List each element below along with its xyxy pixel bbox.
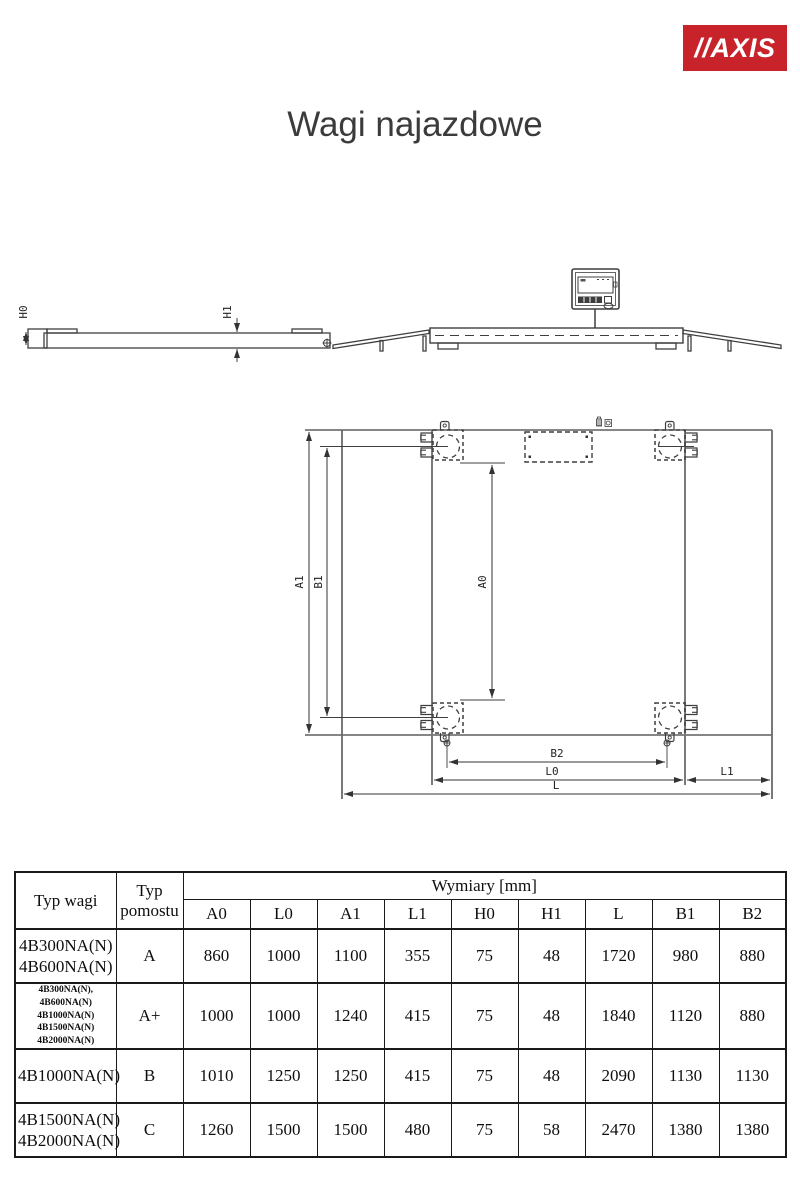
dimension-value-cell: 880 (719, 929, 786, 983)
extension-lines (320, 447, 667, 769)
page-title: Wagi najazdowe (287, 105, 543, 144)
axis-logo-text (694, 33, 775, 64)
top-view-drawing (293, 417, 772, 799)
load-cell-top-left (421, 422, 463, 461)
dimension-value-cell: 1000 (183, 983, 250, 1049)
dimension-value-cell: 1840 (585, 983, 652, 1049)
axis-logo (683, 25, 787, 71)
ramp-right (683, 330, 781, 349)
indicator-button (604, 303, 613, 308)
header-typ-wagi: Typ wagi (15, 872, 116, 929)
dim-header-cell: B2 (719, 900, 786, 930)
dimension-value-cell: 1000 (250, 983, 317, 1049)
load-cell-bottom-left (421, 703, 463, 742)
platform-foot-left (438, 343, 458, 349)
dim-header-cell: H1 (518, 900, 585, 930)
dimension-value-cell: 1100 (317, 929, 384, 983)
load-cell-top-right (655, 422, 697, 461)
dim-label-l0: L0 (545, 765, 559, 778)
dim-label-l1: L1 (720, 765, 734, 778)
scale-type-line: 4B2000NA(N) (37, 1036, 95, 1047)
dimension-value-cell: 1240 (317, 983, 384, 1049)
scale-type-cell (15, 983, 116, 1049)
load-cell-bottom-right (655, 703, 697, 742)
scale-type-line: 4B1000NA(N) (18, 1066, 120, 1086)
anchor-bolt-icon (444, 740, 671, 747)
junction-box (525, 432, 592, 462)
dimension-value-cell: 415 (384, 983, 451, 1049)
logo-brand-name: AXIS (710, 32, 776, 63)
dimension-value-cell: 1000 (250, 929, 317, 983)
dim-label-h0: H0 (17, 305, 30, 319)
dimension-value-cell: 48 (518, 983, 585, 1049)
dimension-value-cell: 1380 (719, 1103, 786, 1157)
scale-type-cell (15, 1103, 120, 1157)
scale-type-line: 4B300NA(N) (19, 935, 113, 955)
table-row (15, 983, 786, 1049)
dimension-value-cell: 75 (451, 1103, 518, 1157)
dimension-value-cell: 48 (518, 929, 585, 983)
scale-type-line: 4B1000NA(N) (37, 1010, 95, 1021)
scale-type-line: 4B2000NA(N) (18, 1131, 120, 1151)
dim-label-l: L (552, 779, 560, 792)
dimension-value-cell: 480 (384, 1103, 451, 1157)
dimensions-table (14, 871, 787, 1158)
dimensions-table-body (15, 929, 786, 1157)
dim-header-cell: A1 (317, 900, 384, 930)
dim-header-cell: H0 (451, 900, 518, 930)
dimension-value-cell: 2090 (585, 1049, 652, 1103)
ramp-left (333, 330, 429, 349)
dimension-value-cell: 75 (451, 929, 518, 983)
dim-label-b1: B1 (312, 575, 325, 589)
header-typ-pomostu: Typ pomostu (116, 872, 183, 929)
dim-header-cell: B1 (652, 900, 719, 930)
dimension-value-cell: 75 (451, 983, 518, 1049)
cable-gland-icon (597, 417, 612, 427)
dim-header-cell: L (585, 900, 652, 930)
table-row (15, 929, 786, 983)
mount-tab-icon (441, 422, 450, 431)
header-wymiary: Wymiary [mm] (183, 872, 786, 900)
dim-header-cell: L0 (250, 900, 317, 930)
platform-type-cell: A (116, 929, 183, 983)
dim-header-cell: L1 (384, 900, 451, 930)
dimension-value-cell: 1380 (652, 1103, 719, 1157)
table-row (15, 1049, 786, 1103)
dimension-value-cell: 1720 (585, 929, 652, 983)
dimension-value-cell: 1500 (317, 1103, 384, 1157)
dimension-value-cell: 860 (183, 929, 250, 983)
dimension-value-cell: 415 (384, 1049, 451, 1103)
dimension-value-cell: 48 (518, 1049, 585, 1103)
technical-drawing (0, 250, 800, 820)
dimension-value-cell: 1120 (652, 983, 719, 1049)
dimension-value-cell: 1260 (183, 1103, 250, 1157)
scale-type-cell (15, 1049, 120, 1103)
dimension-value-cell: 75 (451, 1049, 518, 1103)
scale-type-line: 4B1500NA(N) (37, 1023, 95, 1034)
indicator-head (572, 269, 619, 309)
table-row (15, 1103, 786, 1157)
dimension-value-cell: 1130 (652, 1049, 719, 1103)
scale-type-cell (15, 929, 116, 983)
dim-label-a1: A1 (293, 575, 306, 589)
platform-profile (44, 333, 330, 348)
dimension-value-cell: 1130 (719, 1049, 786, 1103)
scale-type-line: 4B600NA(N) (19, 957, 113, 976)
dimension-value-cell: 1010 (183, 1049, 250, 1103)
dimension-value-cell: 2470 (585, 1103, 652, 1157)
raised-strip-left (47, 329, 77, 333)
side-view-ramps-drawing (333, 269, 781, 351)
dimension-value-cell: 980 (652, 929, 719, 983)
raised-strip-right (292, 329, 322, 333)
mount-tab-icon (666, 422, 675, 431)
platform-type-cell: C (116, 1103, 183, 1157)
scale-type-line: 4B1500NA(N) (18, 1109, 120, 1129)
dim-label-a0: A0 (476, 575, 489, 589)
dimension-value-cell: 1500 (250, 1103, 317, 1157)
dimension-value-cell: 1250 (250, 1049, 317, 1103)
table-header-row (15, 872, 786, 900)
dim-header-cell: A0 (183, 900, 250, 930)
platform-type-cell: A+ (116, 983, 183, 1049)
dimension-lines (309, 432, 770, 794)
dim-label-h1: H1 (221, 305, 234, 319)
dimension-value-cell: 58 (518, 1103, 585, 1157)
dimension-value-cell: 880 (719, 983, 786, 1049)
dimension-value-cell: 1250 (317, 1049, 384, 1103)
dimension-value-cell: 355 (384, 929, 451, 983)
dim-label-b2: B2 (550, 747, 564, 760)
platform-type-cell: B (116, 1049, 183, 1103)
logo-slashes: // (694, 32, 711, 63)
scale-type-line: 4B300NA(N), 4B600NA(N) (38, 985, 94, 1008)
side-view-platform-drawing (17, 305, 332, 362)
platform-foot-right (656, 343, 676, 349)
